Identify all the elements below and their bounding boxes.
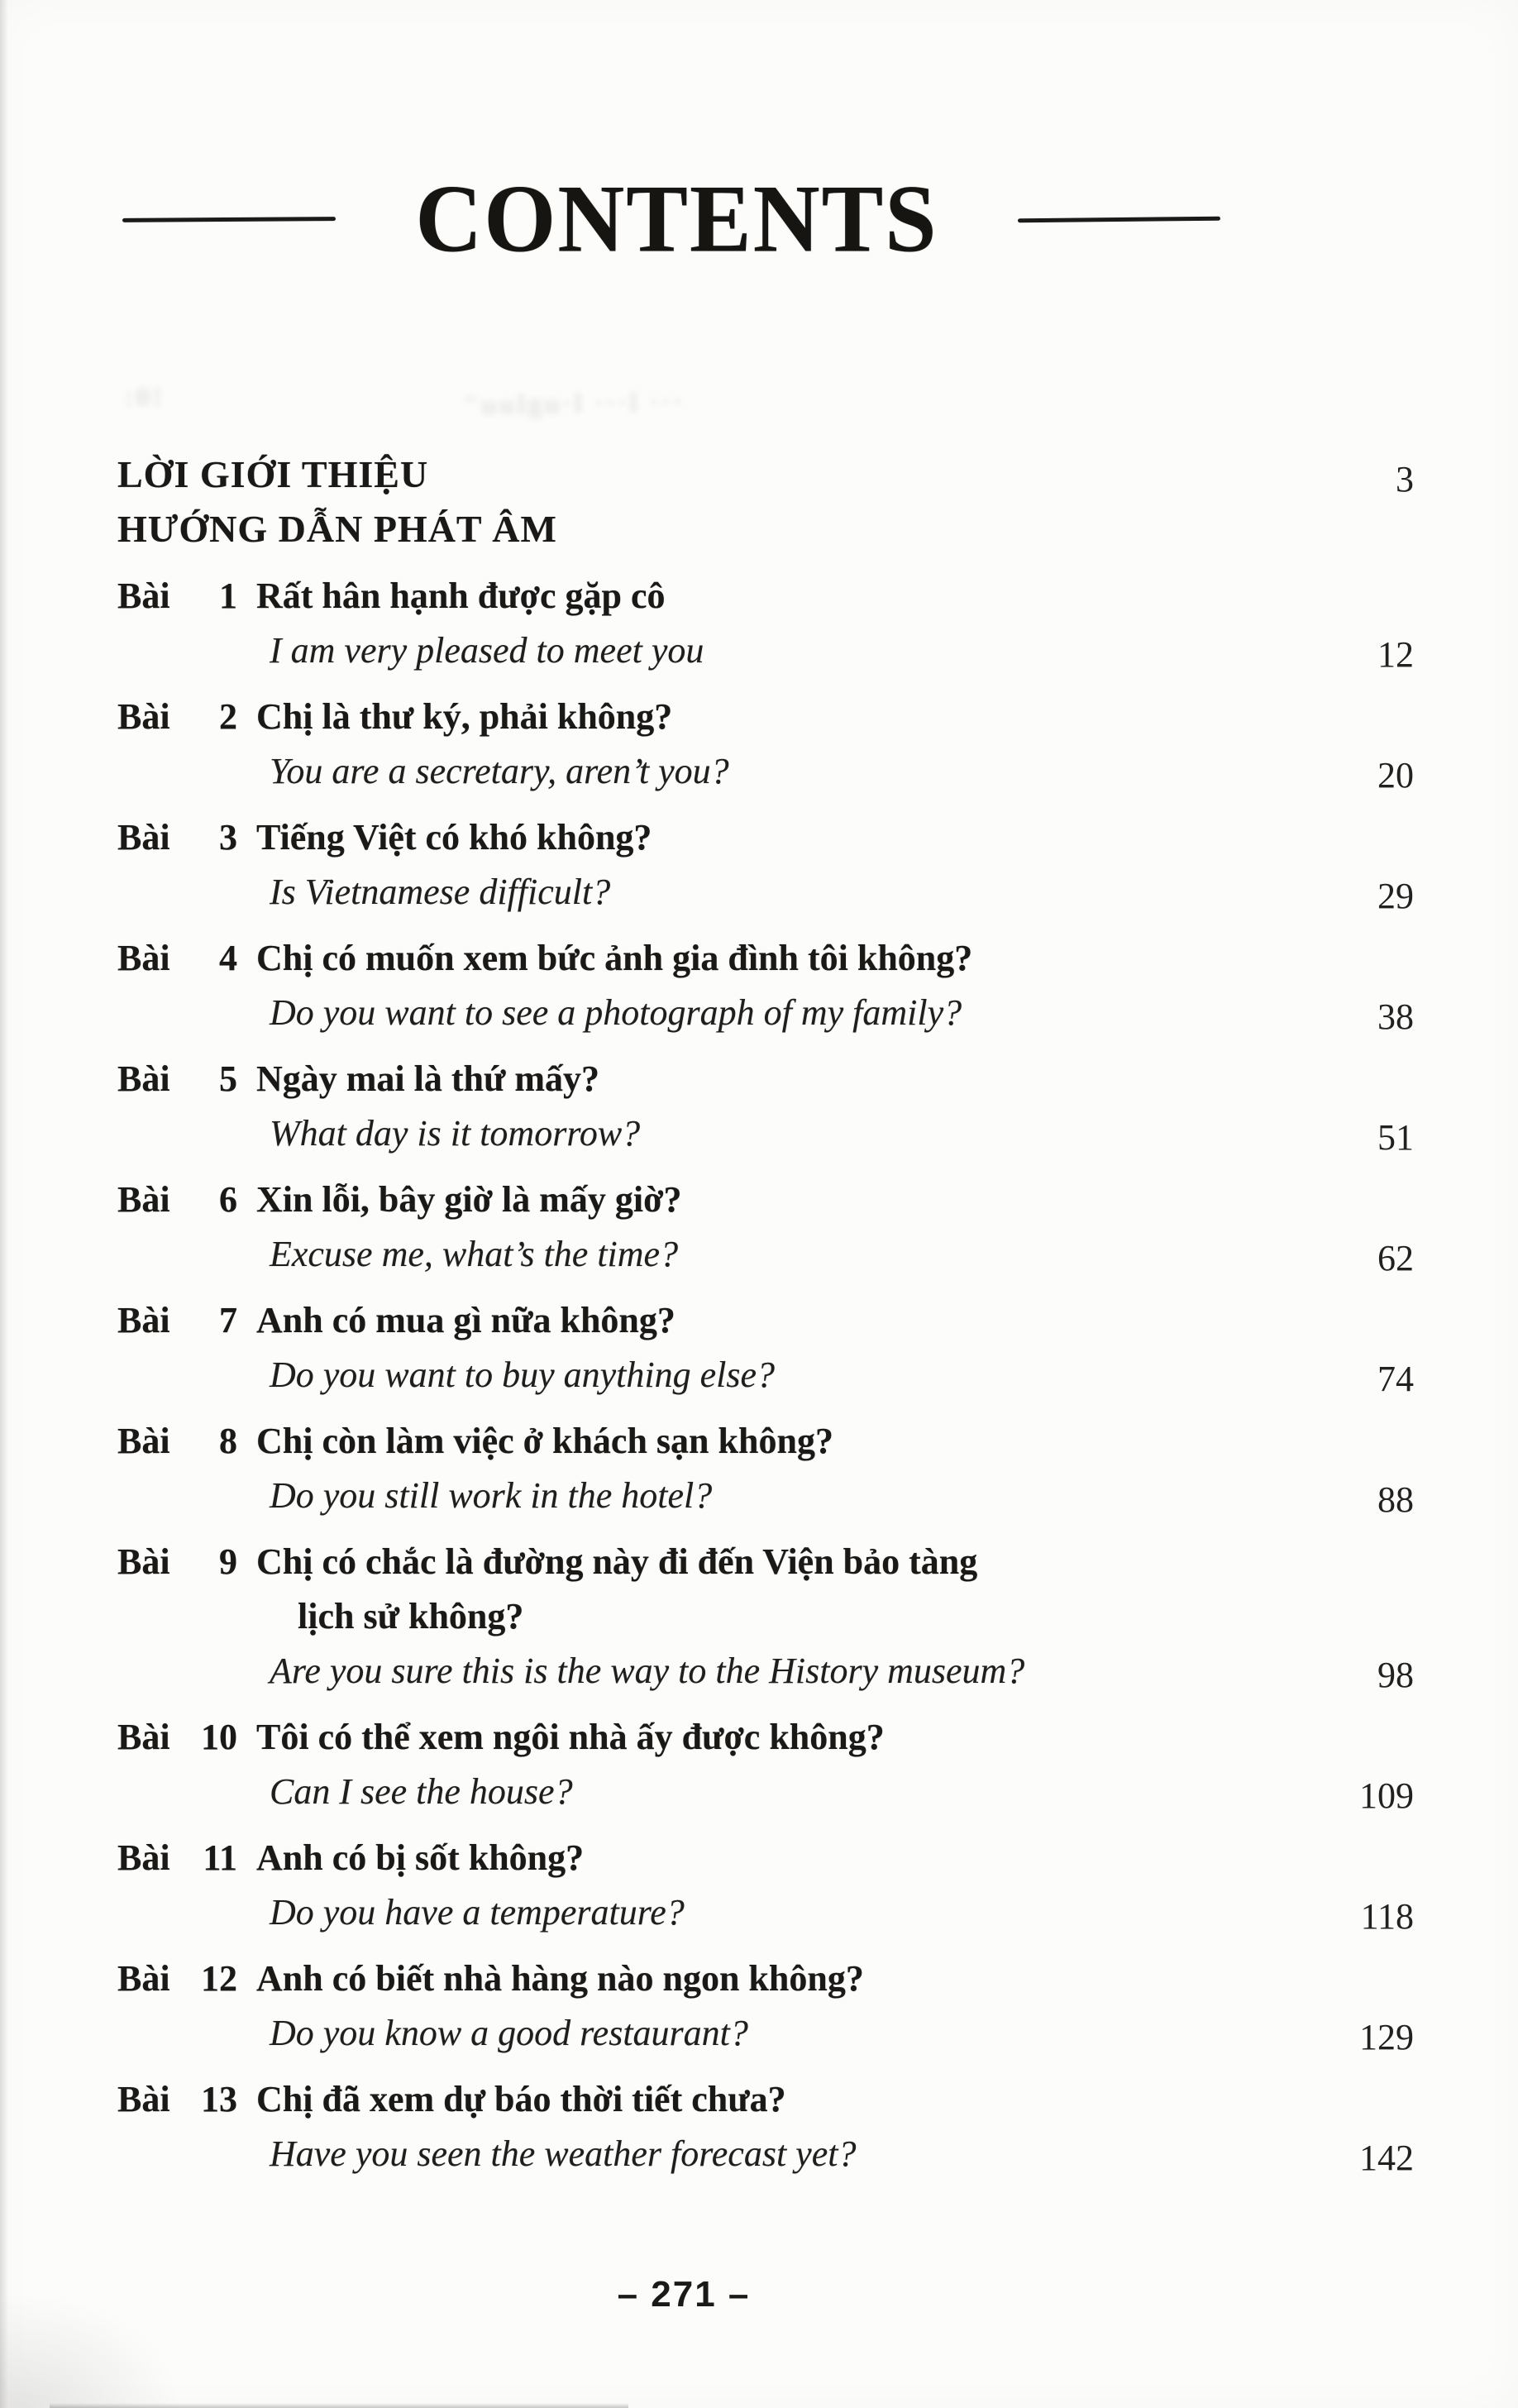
lesson-number: 5 bbox=[219, 1058, 237, 1099]
lesson-title-line: lịch sử không? bbox=[298, 1596, 524, 1636]
lesson-label-group bbox=[117, 690, 237, 744]
lesson-label-group bbox=[117, 1952, 237, 2006]
toc-entry bbox=[117, 1831, 1414, 1940]
front-matter-page-number: 3 bbox=[1396, 459, 1414, 499]
contents-header bbox=[122, 165, 1220, 273]
scan-edge-left bbox=[0, 0, 8, 2408]
toc-entry bbox=[117, 569, 1414, 678]
lesson-label-group bbox=[117, 1293, 237, 1348]
lesson-label: Bài bbox=[117, 1179, 170, 1220]
lesson-label: Bài bbox=[117, 696, 170, 737]
lesson-number: 4 bbox=[219, 938, 237, 978]
lesson-label: Bài bbox=[117, 1300, 170, 1340]
lesson-page-number: 62 bbox=[1377, 1238, 1414, 1278]
lesson-label-group bbox=[117, 931, 237, 986]
lesson-label: Bài bbox=[117, 2079, 170, 2119]
lesson-label-group bbox=[117, 1173, 237, 1227]
lesson-translation: Are you sure this is the way to the History museum? bbox=[270, 1651, 1025, 1691]
toc-entry bbox=[117, 2072, 1414, 2181]
title-rule-left bbox=[122, 217, 336, 222]
lesson-titles bbox=[237, 1535, 1290, 1698]
toc-entry bbox=[117, 1293, 1414, 1402]
toc-entry bbox=[117, 1414, 1414, 1523]
lesson-title-line: Tiếng Việt có khó không? bbox=[256, 817, 652, 858]
lesson-title-line: Chị là thư ký, phải không? bbox=[256, 696, 673, 737]
toc-entry bbox=[117, 1173, 1414, 1282]
toc-entry bbox=[117, 931, 1414, 1040]
lesson-title-line: Xin lỗi, bây giờ là mấy giờ? bbox=[256, 1179, 682, 1220]
lesson-label-group bbox=[117, 1052, 237, 1106]
lesson-translation: I am very pleased to meet you bbox=[270, 630, 704, 671]
scan-bleedthrough-artifact: "uulgu·l ···l ··· bbox=[462, 386, 685, 422]
lesson-label: Bài bbox=[117, 576, 170, 616]
toc-entry bbox=[117, 690, 1414, 799]
front-matter-section bbox=[117, 448, 1414, 556]
lesson-page-number: 118 bbox=[1360, 1896, 1414, 1937]
lesson-title-line: Tôi có thể xem ngôi nhà ấy được không? bbox=[256, 1717, 885, 1757]
lesson-number: 7 bbox=[219, 1300, 237, 1340]
lesson-titles bbox=[237, 810, 1290, 920]
lesson-translation: Can I see the house? bbox=[270, 1771, 573, 1812]
lesson-translation: Do you still work in the hotel? bbox=[270, 1475, 713, 1516]
lesson-title-line: Ngày mai là thứ mấy? bbox=[256, 1058, 600, 1099]
lesson-translation: Excuse me, what’s the time? bbox=[270, 1234, 679, 1274]
lesson-title-line: Chị có chắc là đường này đi đến Viện bảo tàng bbox=[256, 1541, 978, 1582]
lesson-label: Bài bbox=[117, 817, 170, 858]
lesson-title-line: Chị còn làm việc ở khách sạn không? bbox=[256, 1421, 833, 1461]
lesson-number: 11 bbox=[203, 1837, 237, 1878]
toc-entry bbox=[117, 810, 1414, 920]
lesson-page-number: 20 bbox=[1377, 755, 1414, 796]
lesson-translation: Do you have a temperature? bbox=[270, 1892, 685, 1933]
lesson-number: 6 bbox=[219, 1179, 237, 1220]
scan-bleedthrough-artifact: :0! bbox=[124, 382, 165, 413]
lesson-titles bbox=[237, 569, 1290, 678]
lesson-label: Bài bbox=[117, 1058, 170, 1099]
lesson-titles bbox=[237, 1831, 1290, 1940]
lesson-label: Bài bbox=[117, 1837, 170, 1878]
lesson-number: 3 bbox=[219, 817, 237, 858]
lesson-label-group bbox=[117, 569, 237, 624]
lesson-titles bbox=[237, 931, 1290, 1040]
table-of-contents bbox=[117, 448, 1414, 2181]
front-matter-label: LỜI GIỚI THIỆU bbox=[117, 453, 429, 495]
lesson-title-line: Anh có bị sốt không? bbox=[256, 1837, 585, 1878]
lesson-label-group bbox=[117, 2072, 237, 2127]
lesson-translation: Is Vietnamese difficult? bbox=[270, 872, 611, 912]
lesson-translation: Have you seen the weather forecast yet? bbox=[270, 2133, 857, 2174]
lesson-page-number: 142 bbox=[1359, 2138, 1414, 2178]
lesson-titles bbox=[237, 1173, 1290, 1282]
lesson-titles bbox=[237, 1293, 1290, 1402]
title-rule-right bbox=[1018, 216, 1220, 222]
lesson-label-group bbox=[117, 1831, 237, 1885]
toc-entry bbox=[117, 1052, 1414, 1161]
toc-entry bbox=[117, 1710, 1414, 1819]
toc-entry bbox=[117, 1952, 1414, 2061]
lesson-label-group bbox=[117, 1710, 237, 1765]
lesson-title-line: Anh có biết nhà hàng nào ngon không? bbox=[256, 1958, 864, 1999]
front-matter-label: HƯỚNG DẪN PHÁT ÂM bbox=[117, 508, 557, 550]
lesson-translation: What day is it tomorrow? bbox=[270, 1113, 641, 1154]
lesson-number: 8 bbox=[219, 1421, 237, 1461]
lesson-label: Bài bbox=[117, 1421, 170, 1461]
lesson-label-group bbox=[117, 810, 237, 865]
lesson-page-number: 51 bbox=[1377, 1117, 1414, 1158]
lesson-translation: Do you want to see a photograph of my family? bbox=[270, 992, 962, 1033]
lesson-label-group bbox=[117, 1414, 237, 1469]
lesson-page-number: 12 bbox=[1377, 634, 1414, 675]
lesson-title-line: Chị đã xem dự báo thời tiết chưa? bbox=[256, 2079, 786, 2119]
lesson-page-number: 98 bbox=[1377, 1655, 1414, 1695]
lesson-label: Bài bbox=[117, 1541, 170, 1582]
lesson-translation: You are a secretary, aren’t you? bbox=[270, 751, 729, 791]
front-matter-row bbox=[117, 448, 1414, 503]
lesson-titles bbox=[237, 1414, 1290, 1523]
lesson-page-number: 109 bbox=[1359, 1775, 1414, 1816]
lesson-titles bbox=[237, 1052, 1290, 1161]
lesson-label-group bbox=[117, 1535, 237, 1589]
lesson-entries-section bbox=[117, 569, 1414, 2181]
lesson-page-number: 88 bbox=[1377, 1479, 1414, 1520]
lesson-page-number: 38 bbox=[1377, 996, 1414, 1037]
lesson-page-number: 74 bbox=[1377, 1359, 1414, 1399]
front-matter-row bbox=[117, 503, 1414, 556]
lesson-titles bbox=[237, 1710, 1290, 1819]
lesson-titles bbox=[237, 2072, 1290, 2181]
folio-page-number: – 271 – bbox=[617, 2274, 751, 2315]
lesson-label: Bài bbox=[117, 1958, 170, 1999]
lesson-number: 10 bbox=[201, 1717, 237, 1757]
scan-smudge-bottom-left bbox=[0, 2292, 182, 2408]
lesson-number: 13 bbox=[201, 2079, 237, 2119]
lesson-label: Bài bbox=[117, 938, 170, 978]
lesson-titles bbox=[237, 690, 1290, 799]
lesson-title-line: Anh có mua gì nữa không? bbox=[256, 1300, 675, 1340]
toc-entry bbox=[117, 1535, 1414, 1698]
lesson-number: 9 bbox=[219, 1541, 237, 1582]
lesson-title-line: Rất hân hạnh được gặp cô bbox=[256, 576, 666, 616]
lesson-page-number: 129 bbox=[1359, 2017, 1414, 2057]
lesson-translation: Do you know a good restaurant? bbox=[270, 2013, 748, 2053]
lesson-label: Bài bbox=[117, 1717, 170, 1757]
lesson-page-number: 29 bbox=[1377, 876, 1414, 916]
lesson-number: 1 bbox=[219, 576, 237, 616]
lesson-number: 12 bbox=[201, 1958, 237, 1999]
lesson-titles bbox=[237, 1952, 1290, 2061]
lesson-title-line: Chị có muốn xem bức ảnh gia đình tôi không? bbox=[256, 938, 973, 978]
lesson-translation: Do you want to buy anything else? bbox=[270, 1354, 776, 1395]
lesson-number: 2 bbox=[219, 696, 237, 737]
page-title: CONTENTS bbox=[415, 165, 938, 273]
